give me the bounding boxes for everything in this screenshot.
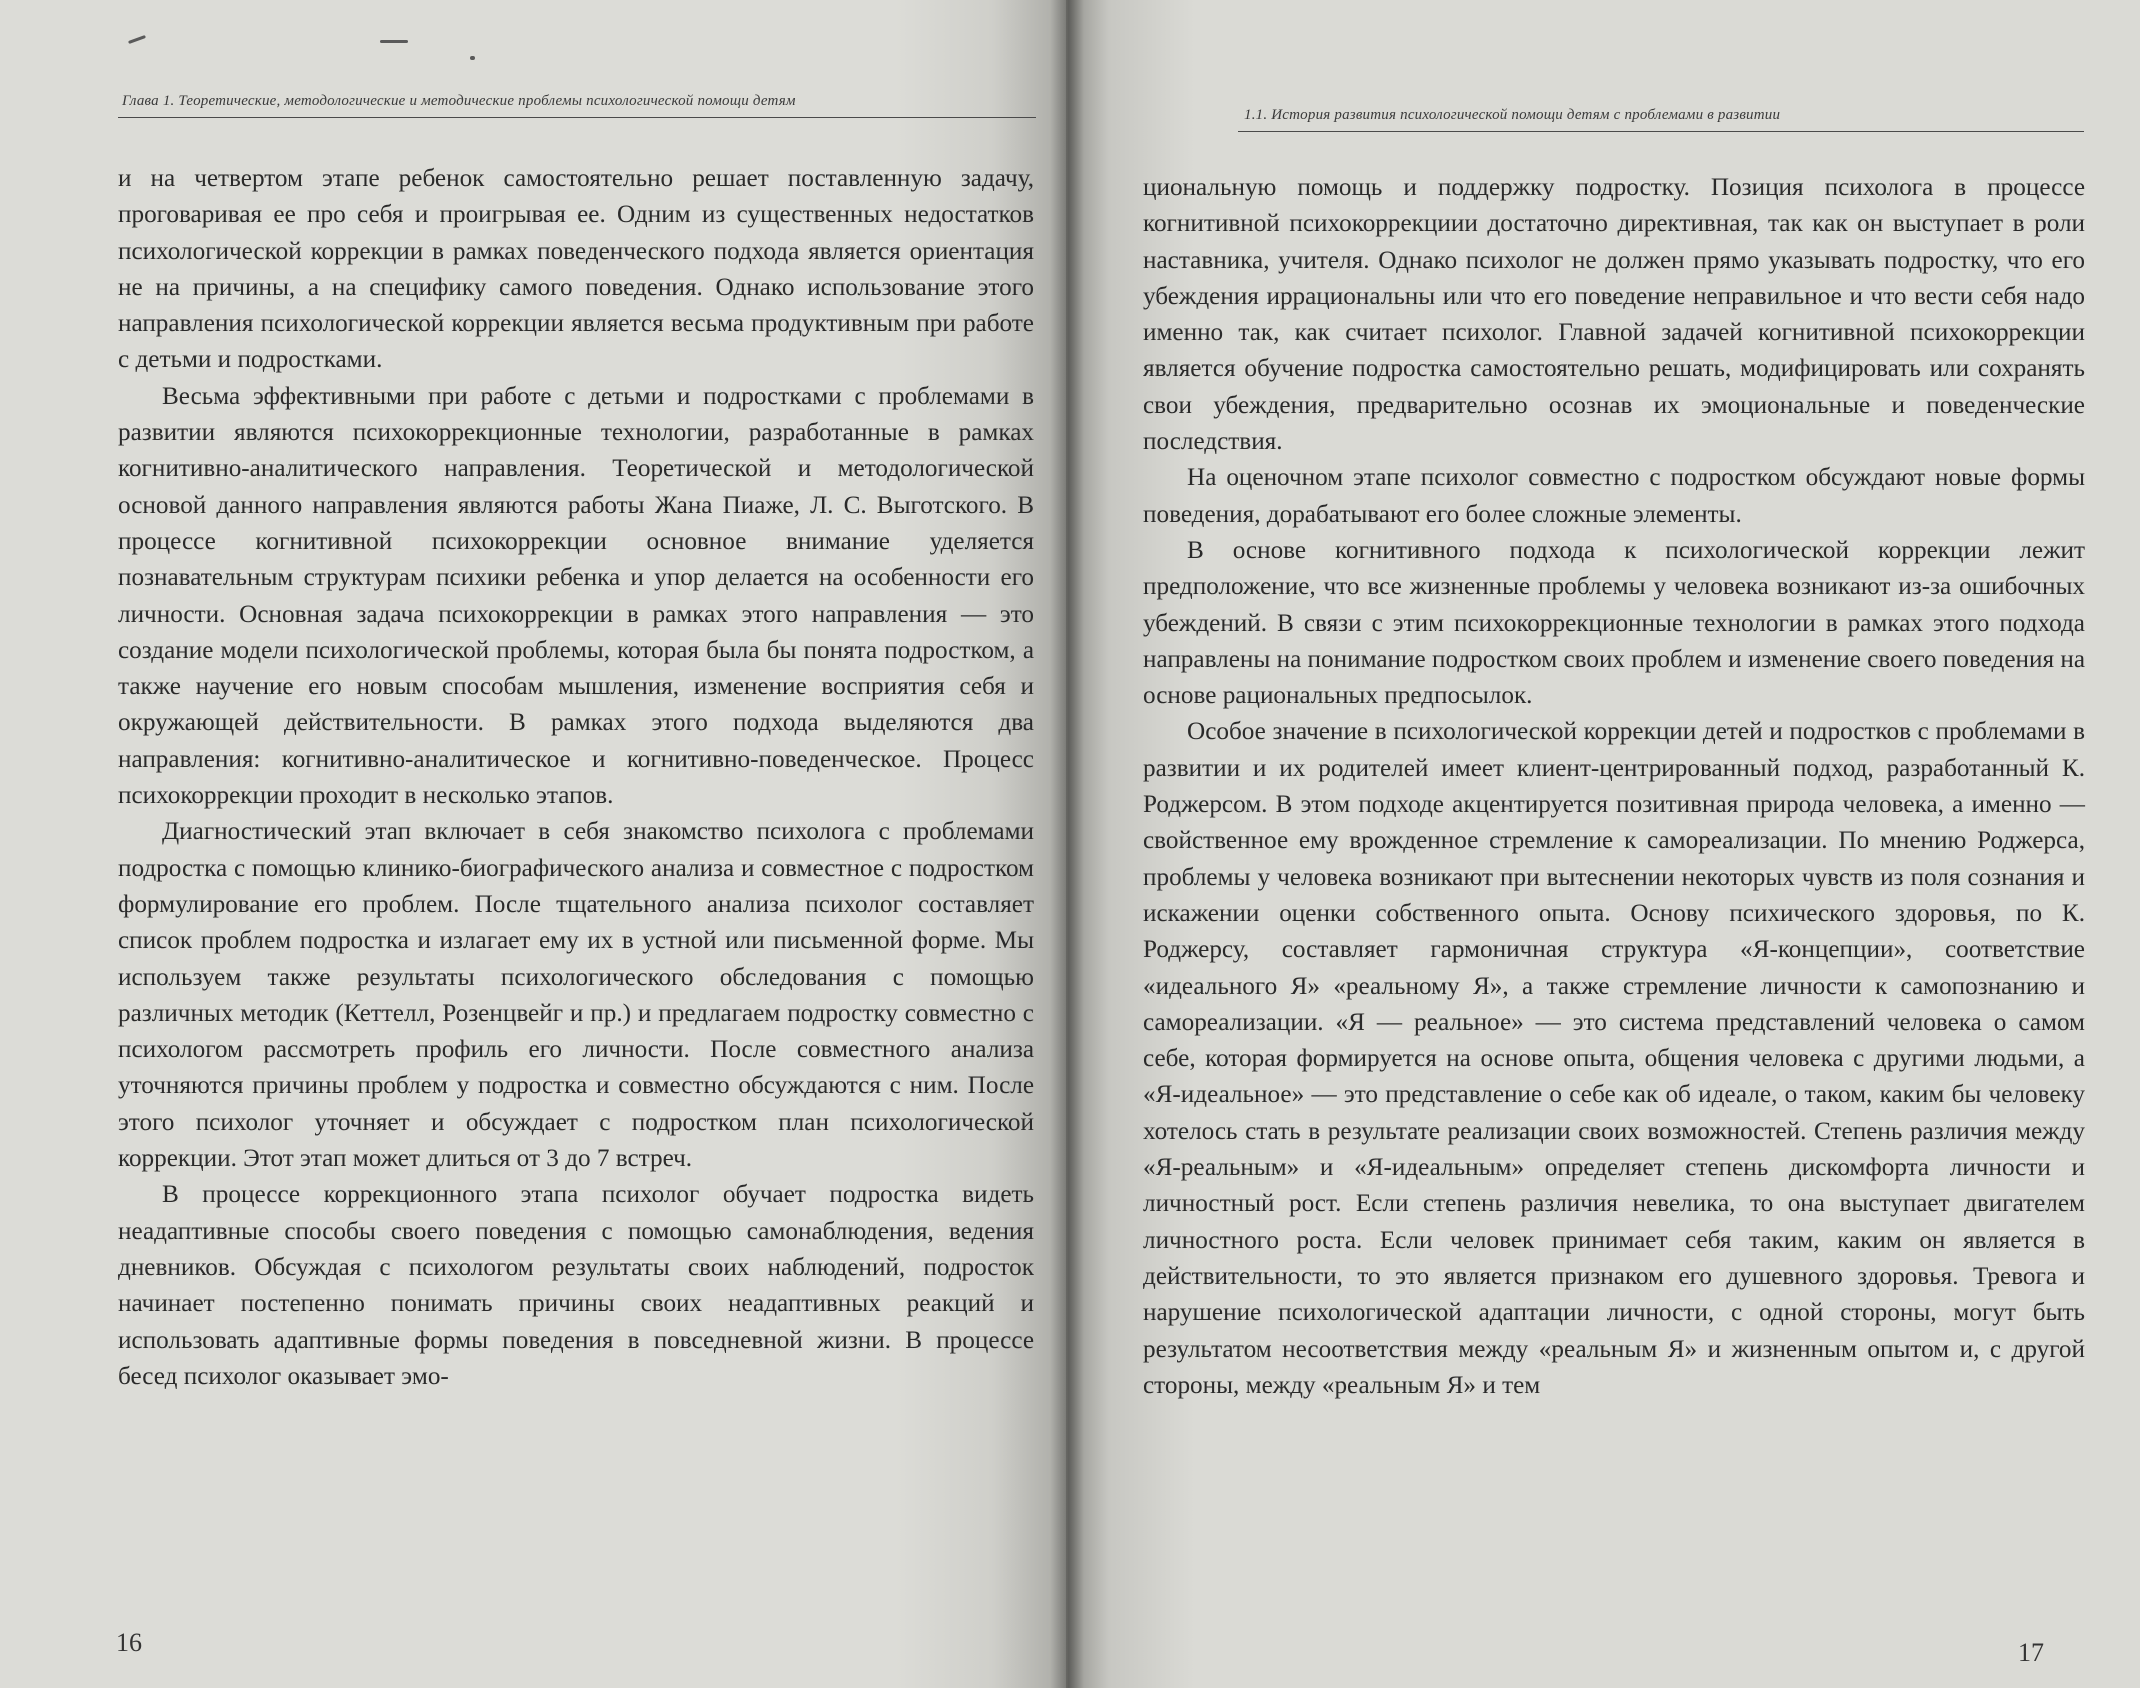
- paragraph: и на четвертом этапе ребенок самостоятельно решает поставленную задачу, проговаривая ее про себя и проигрывая ее. Одним из существенных недостатков психологической коррекции в рамках поведенческого подхода является ориентация не на причины, а на специфику самого поведения. Однако использование этого направления психологической коррекции является весьма продуктивным при работе с детьми и подростками.: [118, 165, 1034, 374]
- right-page: [1066, 0, 2140, 1688]
- page-number-right: 17: [2018, 1638, 2044, 1667]
- paragraph: Весьма эффективными при работе с детьми и подростками с проблемами в развитии являются психокоррекционные технологии, разработанные в рамках когнитивно-аналитического направления. Теоретической и методологической основой данного направления являются работы Жана Пиаже, Л. С. Выготского. В процессе когнитивной психокоррекции основное внимание уделяется познавательным структурам психики ребенка и упор делается на особенности его личности. Основная задача психокоррекции в рамках этого направления — это создание модели психологической проблемы, которая была бы понята подростком, а также научение его новым способам мышления, изменение восприятия себя и окружающей действительности. В рамках этого подхода выделяются два направления: когнитивно-аналитическое и когнитивно-поведенческое. Процесс психокоррекции проходит в несколько этапов.: [118, 382, 1034, 810]
- paragraph: На оценочном этапе психолог совместно с подростком обсуждают новые формы поведения, дорабатывают его более сложные элементы.: [1143, 464, 2085, 528]
- paragraph: циональную помощь и поддержку подростку. Позиция психолога в процессе когнитивной психокоррекциии достаточно директивная, так как он выступает в роли наставника, учителя. Однако психолог не должен прямо указывать подростку, что его убеждения иррациональны или что его поведение неправильное и что вести себя надо именно так, как считает психолог. Главной задачей когнитивной психокоррекции является обучение подростка самостоятельно решать, модифицировать или сохранять свои убеждения, предварительно осознав их эмоциональные и поведенческие последствия.: [1143, 174, 2085, 456]
- left-page: [0, 0, 1066, 1688]
- header-rule-left: [118, 117, 1036, 118]
- scan-speck: [128, 35, 146, 44]
- header-rule-right: [1238, 131, 2084, 132]
- scan-speck: [380, 40, 408, 43]
- paragraph: В процессе коррекционного этапа психолог обучает подростка видеть неадаптивные способы своего поведения с помощью самонаблюдения, ведения дневников. Обсуждая с психологом результаты своих наблюдений, подросток начинает постепенно понимать причины своих неадаптивных реакций и использовать адаптивные формы поведения в повседневной жизни. В процессе бесед психолог оказывает эмо-: [118, 1181, 1034, 1390]
- paragraph: Особое значение в психологической коррекции детей и подростков с проблемами в развитии и их родителей имеет клиент-центрированный подход, разработанный К. Роджерсом. В этом подходе акцентируется позитивная природа человека, а именно — свойственное ему врожденное стремление к самореализации. По мнению Роджерса, проблемы у человека возникают при вытеснении некоторых чувств из поля сознания и искажении оценки собственного опыта. Основу психического здоровья, по К. Роджерсу, составляет гармоничная структура «Я-концепции», соответствие «идеального Я» «реальному Я», а также стремление личности к самопознанию и самореализации. «Я — реальное» — это система представлений человека о самом себе, которая формируется на основе опыта, общения человека с другими людьми, а «Я-идеальное» — это представление о себе как об идеале, о таком, каким бы человеку хотелось стать в результате реализации своих возможностей. Степень различия между «Я-реальным» и «Я-идеальным» определяет степень дискомфорта личности и личностный рост. Если степень различия невелика, то она выступает двигателем личностного роста. Если человек принимает себя таким, каким он является в действительности, то это является признаком его душевного здоровья. Тревога и нарушение психологической адаптации личности, с одной стороны, могут быть результатом несоответствия между «реальным Я» и жизненным опытом и, с другой стороны, между «реальным Я» и тем: [1143, 718, 2085, 1399]
- page-number-left: 16: [116, 1628, 142, 1657]
- left-page-body: [118, 161, 1034, 1395]
- paragraph: В основе когнитивного подхода к психологической коррекции лежит предположение, что все жизненные проблемы у человека возникают из-за ошибочных убеждений. В связи с этим психокоррекционные технологии в рамках этого подхода направлены на понимание подростком своих проблем и изменение своего поведения на основе рациональных предпосылок.: [1143, 536, 2085, 710]
- running-head-left: Глава 1. Теоретические, методологические и методические проблемы психологической помощи детям: [122, 93, 796, 109]
- paragraph: Диагностический этап включает в себя знакомство психолога с проблемами подростка с помощью клинико-биографического анализа и совместное с подростком формулирование его проблем. После тщательного анализа психолог составляет список проблем подростка и излагает ему их в устной или письменной форме. Мы используем также результаты психологического обследования с помощью различных методик (Кеттелл, Розенцвейг и пр.) и предлагаем подростку совместно с психологом рассмотреть профиль его личности. После совместного анализа уточняются причины проблем у подростка и совместно обсуждаются с ним. После этого психолог уточняет и обсуждает с подростком план психологической коррекции. Этот этап может длиться от 3 до 7 встреч.: [118, 818, 1034, 1173]
- right-page-body: [1143, 170, 2085, 1404]
- scan-speck: [470, 56, 475, 60]
- running-head-right: 1.1. История развития психологической помощи детям с проблемами в развитии: [1244, 107, 1781, 123]
- book-gutter-shadow: [1050, 0, 1084, 1688]
